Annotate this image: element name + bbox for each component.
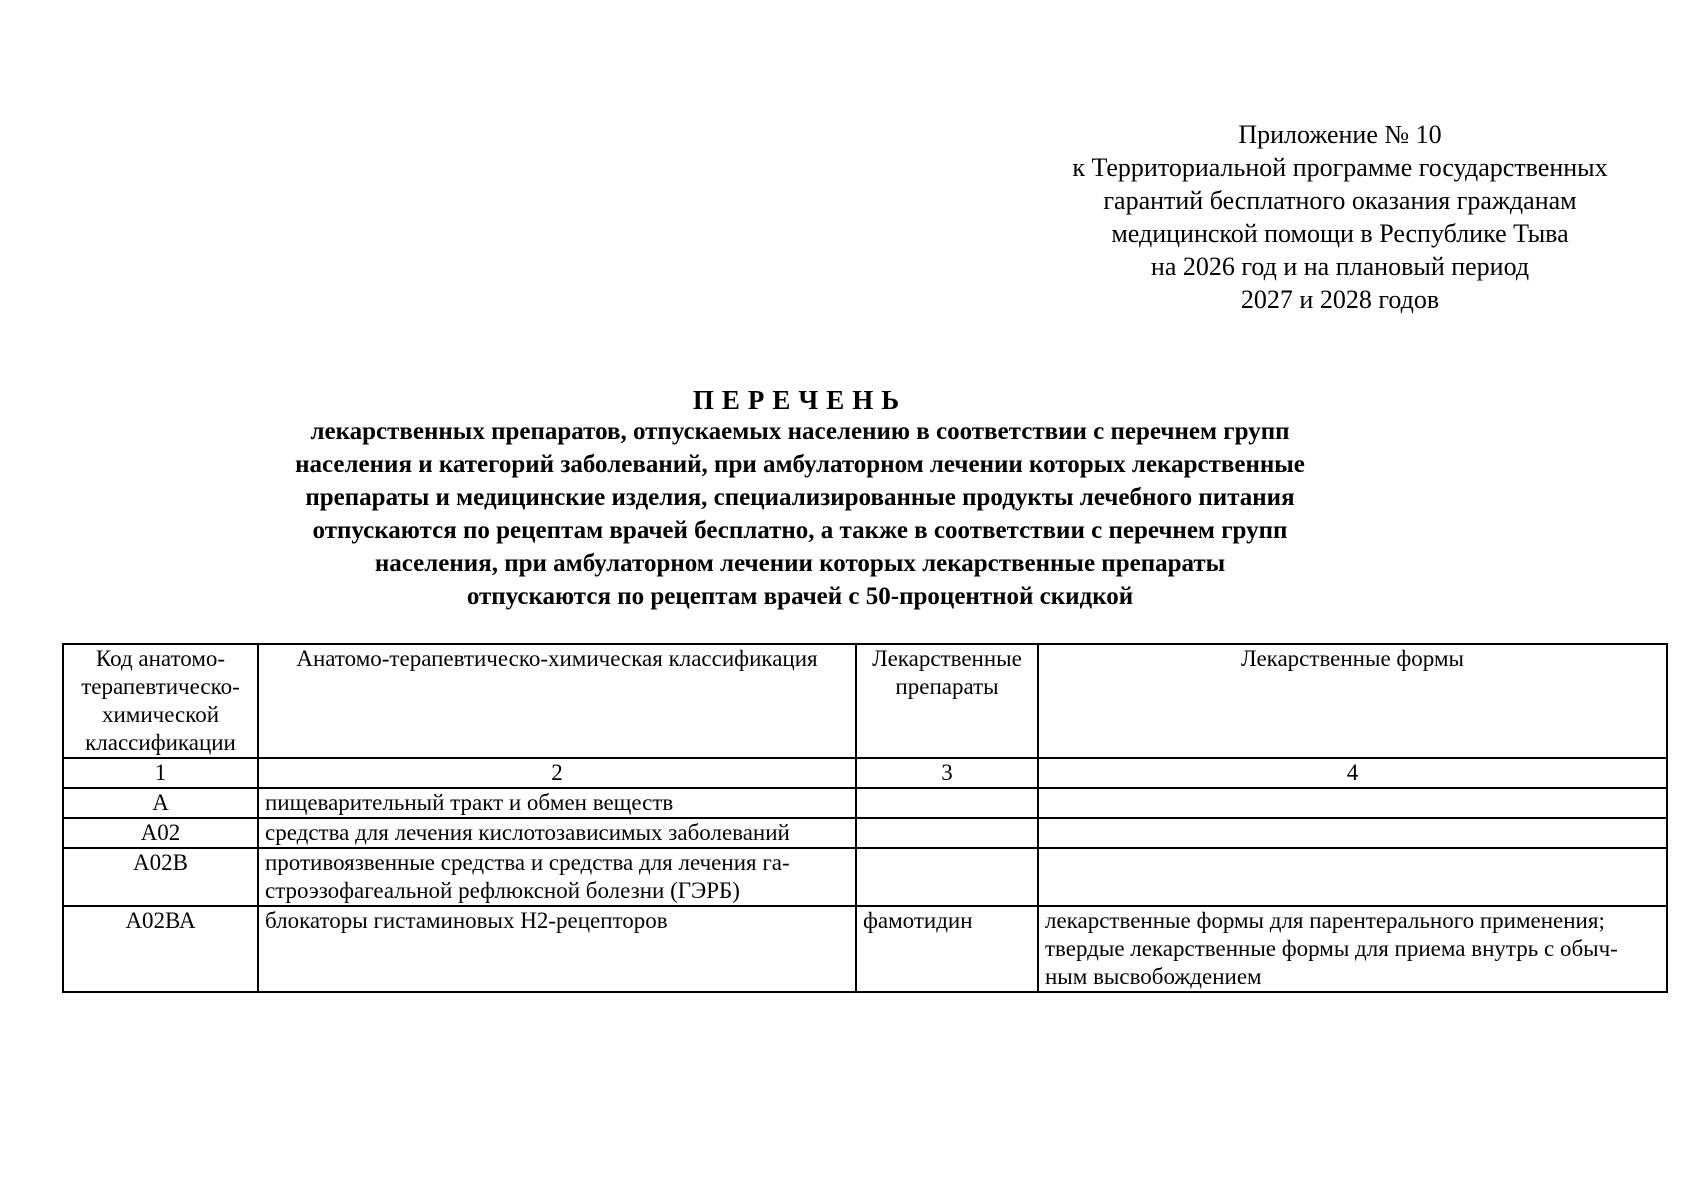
table-row [63,848,1667,906]
dosage-form-line: ным высвобождением [1045,964,1262,989]
document-title: ПЕРЕЧЕНЬ [692,385,908,415]
heading-line: населения, при амбулаторном лечении которых лекарственные препараты [374,550,1226,577]
annex-line: Приложение № 10 [1238,120,1442,149]
atc-code: А02В [63,848,258,906]
annex-line: 2027 и 2028 годов [1240,285,1440,314]
header-drugs-line: препараты [895,674,999,699]
dosage-forms [1038,788,1667,818]
atc-name [258,818,856,848]
header-code [63,644,258,758]
document-heading [180,381,1420,613]
column-number: 1 [63,758,258,788]
heading-line: населения и категорий заболеваний, при амбулаторном лечении которых лекарственные [295,451,1305,478]
annex-line: медицинской помощи в Республике Тыва [1111,219,1569,248]
drug-name: фамотидин [856,906,1038,992]
table-row [63,906,1667,992]
atc-code: А02ВА [63,906,258,992]
annex-line: к Территориальной программе государственных [1072,153,1608,182]
atc-name [258,848,856,906]
drug-list-table [62,643,1668,993]
header-code-line: Код анатомо- [95,646,226,671]
header-drugs [856,644,1038,758]
heading-line: препараты и медицинские изделия, специализированные продукты лечебного питания [305,484,1295,511]
heading-line: лекарственных препаратов, отпускаемых населению в соответствии с перечнем групп [310,418,1290,445]
dosage-form-line: твердые лекарственные формы для приема внутрь с обыч- [1045,936,1618,961]
atc-name-line: пищеварительный тракт и обмен веществ [265,790,674,815]
atc-name-line: строэзофагеальной рефлюксной болезни (ГЭРБ) [265,878,740,903]
header-code-line: терапевтическо- [81,674,240,699]
drug-name [856,848,1038,906]
column-number: 4 [1038,758,1667,788]
heading-line: отпускаются по рецептам врачей с 50-процентной скидкой [466,583,1134,610]
column-number: 3 [856,758,1038,788]
atc-name-line: противоязвенные средства и средства для лечения га- [265,850,790,875]
header-drugs-line: Лекарственные [872,646,1022,671]
atc-code: А [63,788,258,818]
annex-line: на 2026 год и на плановый период [1150,252,1530,281]
annex-block [1040,118,1640,316]
header-forms: Лекарственные формы [1038,644,1667,758]
dosage-forms [1038,906,1667,992]
atc-name-line: средства для лечения кислотозависимых заболеваний [265,820,790,845]
table-header-row [63,644,1667,758]
header-code-line: химической [101,702,220,727]
drug-name [856,788,1038,818]
drug-name [856,818,1038,848]
heading-line: отпускаются по рецептам врачей бесплатно, а также в соответствии с перечнем групп [312,517,1288,544]
header-atc: Анатомо-терапевтическо-химическая классификация [258,644,856,758]
column-number-row [63,758,1667,788]
table-row [63,818,1667,848]
atc-name [258,788,856,818]
atc-name [258,906,856,992]
atc-code: А02 [63,818,258,848]
annex-line: гарантий бесплатного оказания гражданам [1103,186,1577,215]
atc-name-line: блокаторы гистаминовых Н2-рецепторов [265,908,668,933]
dosage-forms [1038,848,1667,906]
header-code-line: классификации [85,730,236,755]
dosage-form-line: лекарственные формы для парентерального применения; [1045,908,1605,933]
column-number: 2 [258,758,856,788]
dosage-forms [1038,818,1667,848]
table-row [63,788,1667,818]
